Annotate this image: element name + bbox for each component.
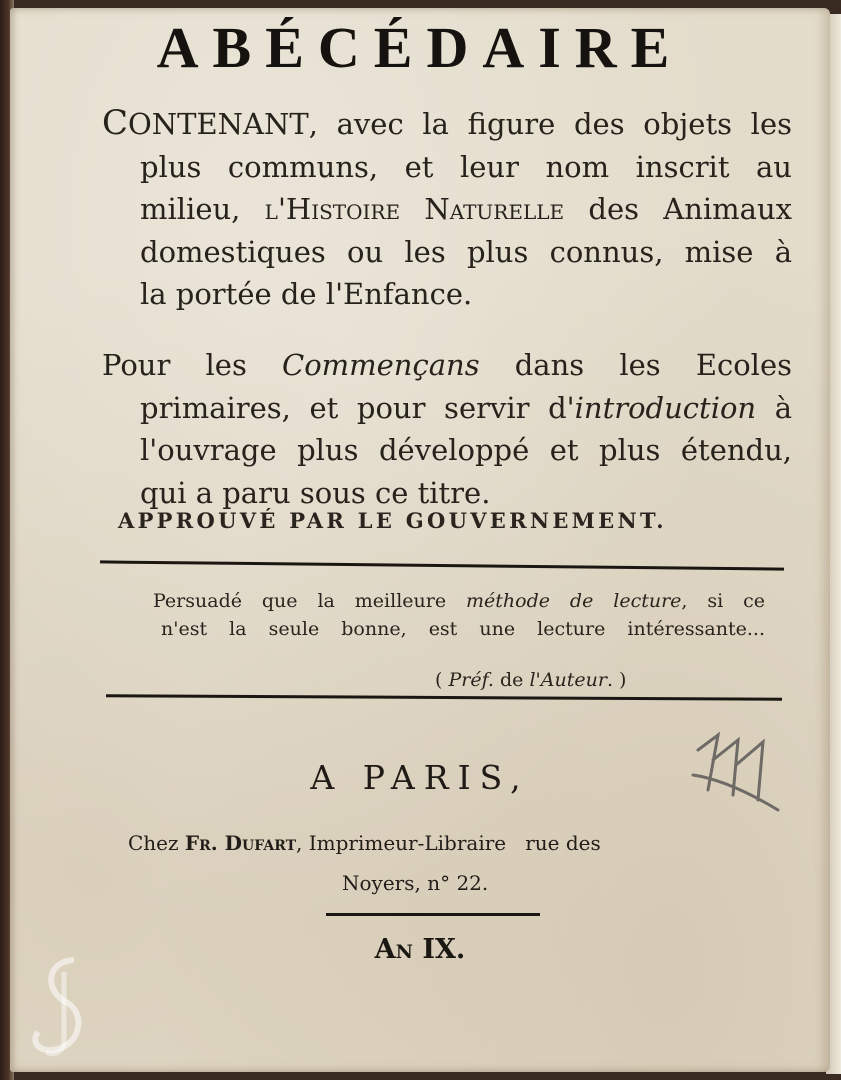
epigraph-line: n'est la seule bonne, est une lecture intéressante... xyxy=(161,618,765,640)
imprint-publisher xyxy=(128,831,601,855)
italic-word: introduction xyxy=(574,390,757,425)
ref-italic: Préf. xyxy=(448,669,494,691)
paragraph-line xyxy=(102,188,792,231)
paragraph-beginners xyxy=(102,344,792,514)
line-text: à xyxy=(756,390,792,425)
rule-divider xyxy=(326,913,540,916)
imprint-year: An IX. xyxy=(374,934,466,965)
title-page xyxy=(10,8,830,1072)
rule-divider xyxy=(100,560,784,570)
paragraph-contents xyxy=(102,102,792,316)
paragraph-line: l'ouvrage plus développé et plus étendu, xyxy=(140,433,792,467)
rule-divider xyxy=(106,694,782,701)
paragraph-line xyxy=(102,387,792,430)
ref-text: . ) xyxy=(606,669,627,691)
ref-text: ( xyxy=(435,669,449,691)
drop-capital: C xyxy=(102,103,129,143)
paragraph-line: domestiques ou les plus connus, mise à xyxy=(140,234,792,269)
line-text: , avec la figure des objets les xyxy=(308,107,792,141)
line-text: milieu, xyxy=(140,192,265,226)
line-text: primaires, et pour servir d' xyxy=(140,390,575,425)
line-text: , si ce xyxy=(681,590,765,612)
epigraph-reference xyxy=(435,669,626,691)
signature-icon xyxy=(678,720,788,830)
approval-statement: APPROUVÉ PAR LE GOUVERNEMENT. xyxy=(118,508,667,533)
epigraph xyxy=(153,587,765,643)
paragraph-line: la portée de l'Enfance. xyxy=(140,277,473,311)
epigraph-line xyxy=(153,587,765,615)
paragraph-line: plus communs, et leur nom inscrit au xyxy=(140,149,792,184)
ref-italic: l'Auteur xyxy=(529,669,607,691)
ref-text: de xyxy=(493,669,530,691)
publisher-name: Fr. Dufart xyxy=(184,831,297,855)
line-text: , Imprimeur-Libraire rue des xyxy=(296,831,601,855)
line-text: des Animaux xyxy=(564,192,792,226)
line-text: dans les Ecoles xyxy=(479,348,793,382)
line-text: Pour les xyxy=(102,348,282,382)
smallcaps-phrase: l'Histoire Naturelle xyxy=(264,192,565,226)
line-text: Persuadé que la meilleure xyxy=(153,590,467,612)
smallcaps-word: ONTENANT xyxy=(128,107,309,141)
italic-phrase: méthode de lecture xyxy=(466,590,682,612)
page-title: ABÉCÉDAIRE xyxy=(156,15,684,80)
imprint-city: A PARIS, xyxy=(310,758,530,797)
library-seal-icon xyxy=(24,952,102,1062)
paragraph-line: qui a paru sous ce titre. xyxy=(140,475,491,510)
imprint-address: Noyers, n° 22. xyxy=(342,871,489,895)
italic-word: Commençans xyxy=(282,348,480,382)
paragraph-line xyxy=(102,102,792,146)
line-text: Chez xyxy=(128,831,185,855)
paragraph-line xyxy=(102,344,792,387)
